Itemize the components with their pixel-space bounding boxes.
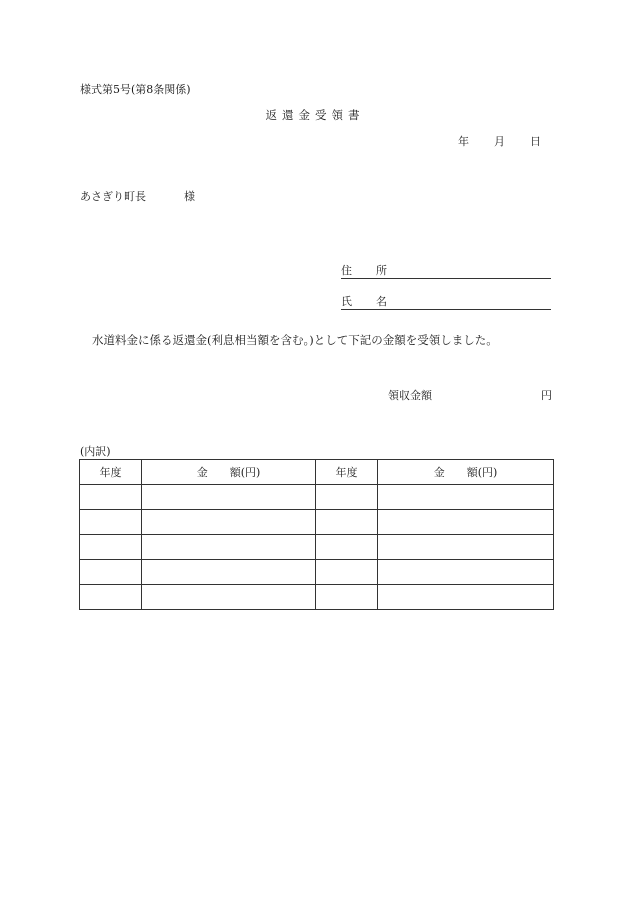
address-label-2: 所 — [376, 264, 387, 277]
year-cell[interactable] — [316, 585, 378, 610]
amount-cell[interactable] — [378, 585, 554, 610]
amount-cell[interactable] — [378, 510, 554, 535]
amount-cell[interactable] — [142, 485, 316, 510]
date-year-label: 年 — [458, 135, 469, 148]
received-amount-label: 領収金額 — [388, 389, 432, 402]
amount-cell[interactable] — [142, 535, 316, 560]
year-cell[interactable] — [80, 560, 142, 585]
amount-header-b — [378, 460, 554, 485]
form-number: 様式第5号(第8条関係) — [80, 83, 191, 96]
table-row — [80, 510, 554, 535]
year-header-a: 年度 — [80, 460, 142, 485]
breakdown-header-row — [80, 460, 554, 485]
statement-text: 水道料金に係る返還金(利息相当額を含む。)として下記の金額を受領しました。 — [92, 333, 498, 347]
document-title: 返還金受領書 — [265, 108, 365, 122]
year-header-b: 年度 — [316, 460, 378, 485]
table-row — [80, 535, 554, 560]
date-month-label: 月 — [494, 135, 505, 148]
amount-cell[interactable] — [142, 585, 316, 610]
addressee-name: あさぎり町長 — [80, 190, 146, 203]
year-cell[interactable] — [316, 560, 378, 585]
addressee-honorific: 様 — [184, 190, 195, 203]
table-row — [80, 585, 554, 610]
year-cell[interactable] — [80, 485, 142, 510]
amount-cell[interactable] — [142, 510, 316, 535]
name-field[interactable] — [341, 292, 551, 310]
name-label-1: 氏 — [341, 295, 352, 308]
address-label-1: 住 — [341, 264, 352, 277]
year-cell[interactable] — [316, 535, 378, 560]
date-day-label: 日 — [530, 135, 541, 148]
year-cell[interactable] — [80, 535, 142, 560]
year-cell[interactable] — [316, 510, 378, 535]
amount-header-b-part1: 金 — [433, 466, 445, 479]
amount-header-b-part2: 額(円) — [466, 466, 498, 479]
year-cell[interactable] — [80, 585, 142, 610]
amount-cell[interactable] — [378, 560, 554, 585]
amount-header-a-part1: 金 — [196, 466, 208, 479]
name-label-2: 名 — [376, 295, 387, 308]
table-row — [80, 560, 554, 585]
amount-cell[interactable] — [378, 535, 554, 560]
amount-header-a — [142, 460, 316, 485]
table-row — [80, 485, 554, 510]
year-cell[interactable] — [80, 510, 142, 535]
amount-cell[interactable] — [378, 485, 554, 510]
received-amount-unit: 円 — [541, 389, 552, 402]
amount-header-a-part2: 額(円) — [229, 466, 261, 479]
amount-cell[interactable] — [142, 560, 316, 585]
year-cell[interactable] — [316, 485, 378, 510]
address-field[interactable] — [341, 261, 551, 279]
breakdown-table — [79, 459, 554, 610]
breakdown-caption: (内訳) — [80, 445, 111, 458]
